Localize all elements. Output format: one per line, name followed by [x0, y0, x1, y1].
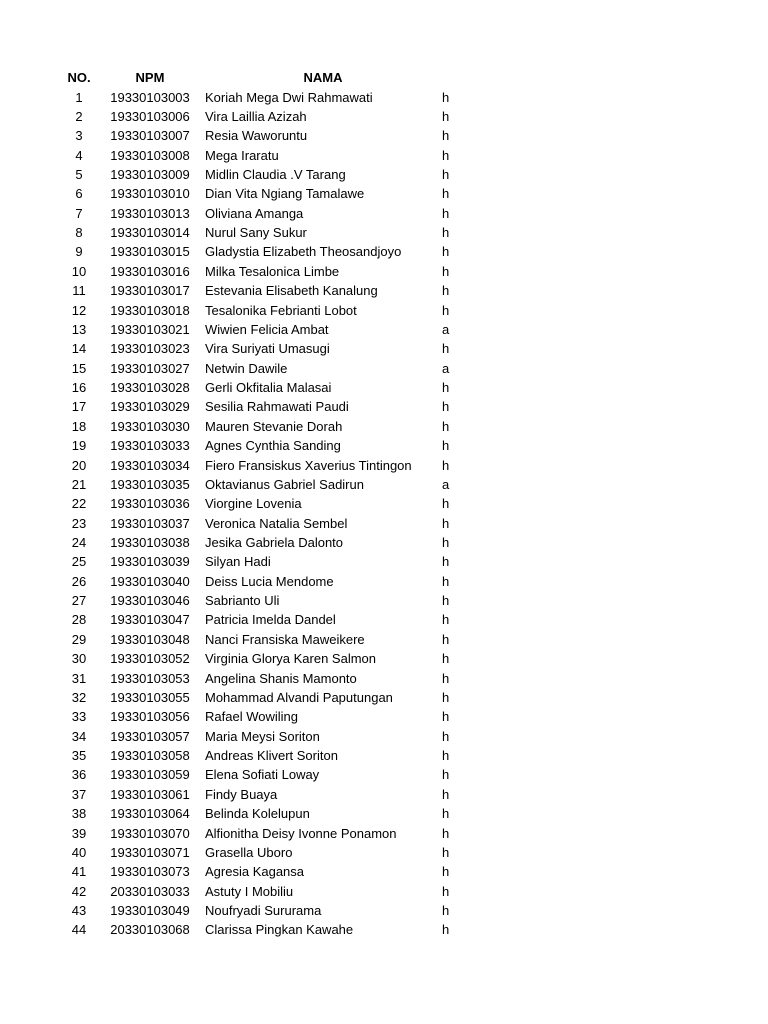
row-nama: Silyan Hadi	[205, 554, 271, 570]
table-row	[0, 262, 768, 281]
row-npm: 19330103010	[110, 186, 190, 202]
row-number: 25	[71, 554, 87, 570]
table-row	[0, 339, 768, 358]
row-number: 16	[71, 380, 87, 396]
row-npm: 20330103033	[110, 883, 190, 899]
table-row	[0, 204, 768, 223]
row-number: 26	[71, 573, 87, 589]
row-number: 40	[71, 844, 87, 860]
row-number: 44	[71, 922, 87, 938]
row-number: 41	[71, 864, 87, 880]
table-header	[0, 68, 768, 87]
row-attendance-mark: h	[442, 612, 450, 628]
table-row	[0, 552, 768, 571]
table-row	[0, 669, 768, 688]
row-npm: 19330103059	[110, 767, 190, 783]
table-row	[0, 242, 768, 261]
row-nama: Viorgine Lovenia	[205, 496, 302, 512]
row-attendance-mark: h	[442, 496, 450, 512]
row-npm: 19330103056	[110, 709, 190, 725]
row-nama: Nurul Sany Sukur	[205, 225, 307, 241]
row-attendance-mark: h	[442, 535, 450, 550]
row-nama: Sabrianto Uli	[205, 593, 280, 609]
row-attendance-mark: h	[442, 380, 450, 396]
row-number: 22	[71, 496, 87, 512]
row-attendance-mark: a	[442, 360, 450, 376]
row-nama: Maria Meysi Soriton	[205, 728, 320, 744]
row-npm: 19330103030	[110, 418, 190, 434]
row-number: 13	[71, 321, 87, 337]
row-nama: Astuty I Mobiliu	[205, 883, 294, 899]
row-nama: Netwin Dawile	[205, 360, 288, 376]
table-row	[0, 107, 768, 126]
row-npm: 19330103021	[110, 321, 190, 337]
table-row	[0, 436, 768, 455]
row-number: 29	[71, 631, 87, 647]
row-number: 14	[71, 341, 87, 357]
row-nama: Koriah Mega Dwi Rahmawati	[205, 89, 373, 105]
row-nama: Estevania Elisabeth Kanalung	[205, 283, 378, 299]
row-nama: Andreas Klivert Soriton	[205, 748, 338, 764]
row-nama: Midlin Claudia .V Tarang	[205, 166, 346, 182]
row-attendance-mark: h	[442, 651, 450, 667]
table-row	[0, 765, 768, 784]
row-nama: Rafael Wowiling	[205, 709, 298, 725]
row-number: 9	[75, 244, 83, 260]
table-row	[0, 184, 768, 203]
table-row	[0, 591, 768, 610]
row-npm: 19330103034	[110, 457, 190, 473]
row-attendance-mark: h	[442, 748, 450, 764]
row-nama: Oktavianus Gabriel Sadirun	[205, 476, 364, 492]
row-npm: 19330103029	[110, 399, 190, 415]
row-number: 33	[71, 709, 87, 725]
row-nama: Alfionitha Deisy Ivonne Ponamon	[205, 825, 397, 841]
table-row	[0, 301, 768, 320]
row-nama: Patricia Imelda Dandel	[205, 612, 336, 628]
row-attendance-mark: h	[442, 418, 450, 434]
row-attendance-mark: h	[442, 767, 450, 783]
row-number: 15	[71, 360, 87, 376]
table-row	[0, 804, 768, 823]
row-number: 1	[75, 89, 83, 105]
row-attendance-mark: h	[442, 283, 450, 299]
row-attendance-mark: h	[442, 786, 450, 802]
row-npm: 19330103064	[110, 806, 190, 822]
row-attendance-mark: h	[442, 186, 450, 202]
row-attendance-mark: h	[442, 225, 450, 241]
table-row	[0, 126, 768, 145]
row-number: 39	[71, 825, 87, 841]
row-nama: Vira Laillia Azizah	[205, 108, 307, 124]
row-number: 11	[72, 283, 86, 299]
row-attendance-mark: h	[442, 457, 450, 473]
row-nama: Deiss Lucia Mendome	[205, 573, 334, 589]
row-nama: Oliviana Amanga	[205, 205, 304, 221]
row-npm: 19330103058	[110, 748, 190, 764]
row-attendance-mark: h	[442, 670, 450, 686]
table-row	[0, 707, 768, 726]
row-nama: Clarissa Pingkan Kawahe	[205, 922, 354, 938]
row-nama: Tesalonika Febrianti Lobot	[205, 302, 357, 318]
table-row	[0, 88, 768, 107]
row-nama: Resia Waworuntu	[205, 128, 308, 144]
row-number: 12	[71, 302, 87, 318]
header-npm: NPM	[135, 70, 165, 85]
row-nama: Mega Iraratu	[205, 147, 279, 163]
row-nama: Sesilia Rahmawati Paudi	[205, 399, 349, 415]
table-row	[0, 378, 768, 397]
row-npm: 19330103057	[110, 728, 190, 744]
row-npm: 19330103070	[110, 825, 190, 841]
row-attendance-mark: h	[442, 593, 450, 609]
row-nama: Virginia Glorya Karen Salmon	[205, 651, 377, 667]
row-attendance-mark: h	[442, 922, 450, 938]
table-row	[0, 843, 768, 862]
row-number: 43	[71, 903, 87, 919]
row-number: 8	[75, 225, 83, 241]
row-attendance-mark: h	[442, 399, 450, 415]
row-nama: Jesika Gabriela Dalonto	[205, 535, 344, 550]
row-number: 3	[75, 128, 83, 144]
table-row	[0, 533, 768, 552]
table-row	[0, 494, 768, 513]
table-row	[0, 281, 768, 300]
row-number: 21	[71, 476, 87, 492]
row-npm: 19330103023	[110, 341, 190, 357]
row-number: 27	[71, 593, 87, 609]
row-number: 32	[71, 689, 87, 705]
row-number: 4	[75, 147, 83, 163]
row-attendance-mark: a	[442, 476, 450, 492]
row-nama: Nanci Fransiska Maweikere	[205, 631, 365, 647]
row-number: 19	[71, 438, 87, 454]
row-npm: 19330103009	[110, 166, 190, 182]
header-no: NO.	[67, 70, 91, 85]
row-number: 28	[71, 612, 87, 628]
row-npm: 20330103068	[110, 922, 190, 938]
row-nama: Gerli Okfitalia Malasai	[205, 380, 332, 396]
row-nama: Belinda Kolelupun	[205, 806, 310, 822]
row-npm: 19330103038	[110, 535, 190, 550]
table-row	[0, 417, 768, 436]
row-npm: 19330103048	[110, 631, 190, 647]
table-row	[0, 320, 768, 339]
row-number: 6	[75, 186, 83, 202]
row-attendance-mark: h	[442, 244, 450, 260]
row-attendance-mark: h	[442, 825, 450, 841]
row-attendance-mark: h	[442, 166, 450, 182]
row-npm: 19330103028	[110, 380, 190, 396]
row-attendance-mark: h	[442, 864, 450, 880]
row-npm: 19330103007	[110, 128, 190, 144]
row-attendance-mark: h	[442, 689, 450, 705]
row-attendance-mark: h	[442, 515, 450, 531]
row-npm: 19330103033	[110, 438, 190, 454]
row-attendance-mark: h	[442, 128, 450, 144]
row-npm: 19330103017	[110, 283, 190, 299]
table-row	[0, 359, 768, 378]
row-npm: 19330103073	[110, 864, 190, 880]
row-npm: 19330103018	[110, 302, 190, 318]
row-nama: Mohammad Alvandi Paputungan	[205, 689, 393, 705]
table-row	[0, 223, 768, 242]
table-row	[0, 649, 768, 668]
row-number: 31	[71, 670, 87, 686]
row-attendance-mark: h	[442, 903, 450, 919]
row-npm: 19330103039	[110, 554, 190, 570]
row-nama: Milka Tesalonica Limbe	[205, 263, 340, 279]
row-npm: 19330103061	[110, 786, 190, 802]
table-row	[0, 397, 768, 416]
row-npm: 19330103071	[110, 844, 190, 860]
row-attendance-mark: h	[442, 709, 450, 725]
table-row	[0, 456, 768, 475]
row-nama: Vira Suriyati Umasugi	[205, 341, 330, 357]
row-nama: Dian Vita Ngiang Tamalawe	[205, 186, 365, 202]
row-nama: Elena Sofiati Loway	[205, 767, 320, 783]
row-npm: 19330103053	[110, 670, 190, 686]
row-attendance-mark: h	[442, 438, 450, 454]
table-row	[0, 165, 768, 184]
table-row	[0, 727, 768, 746]
row-nama: Noufryadi Sururama	[205, 903, 322, 919]
row-number: 38	[71, 806, 87, 822]
row-nama: Veronica Natalia Sembel	[205, 515, 348, 531]
row-npm: 19330103006	[110, 108, 190, 124]
row-number: 7	[75, 205, 83, 221]
table-row	[0, 475, 768, 494]
table-row	[0, 785, 768, 804]
row-nama: Grasella Uboro	[205, 844, 293, 860]
row-npm: 19330103027	[110, 360, 190, 376]
row-npm: 19330103049	[110, 903, 190, 919]
row-npm: 19330103052	[110, 651, 190, 667]
row-number: 18	[71, 418, 87, 434]
row-attendance-mark: h	[442, 341, 450, 357]
row-npm: 19330103015	[110, 244, 190, 260]
row-attendance-mark: h	[442, 147, 450, 163]
row-nama: Angelina Shanis Mamonto	[205, 670, 357, 686]
row-number: 30	[71, 651, 87, 667]
row-npm: 19330103036	[110, 496, 190, 512]
row-number: 37	[71, 786, 87, 802]
table-row	[0, 572, 768, 591]
row-attendance-mark: h	[442, 302, 450, 318]
row-npm: 19330103040	[110, 573, 190, 589]
row-attendance-mark: h	[442, 554, 450, 570]
row-npm: 19330103016	[110, 263, 190, 279]
row-number: 42	[71, 883, 87, 899]
table-row	[0, 862, 768, 881]
row-number: 23	[71, 515, 87, 531]
table-row	[0, 630, 768, 649]
table-row	[0, 610, 768, 629]
row-attendance-mark: h	[442, 806, 450, 822]
row-npm: 19330103046	[110, 593, 190, 609]
row-number: 2	[75, 108, 83, 124]
row-attendance-mark: h	[442, 263, 450, 279]
row-attendance-mark: h	[442, 108, 450, 124]
row-attendance-mark: h	[442, 883, 450, 899]
table-row	[0, 688, 768, 707]
row-npm: 19330103055	[110, 689, 190, 705]
row-attendance-mark: h	[442, 728, 450, 744]
row-npm: 19330103037	[110, 515, 190, 531]
table-row	[0, 882, 768, 901]
row-nama: Agresia Kagansa	[205, 864, 305, 880]
row-npm: 19330103035	[110, 476, 190, 492]
row-number: 5	[75, 166, 83, 182]
table-row	[0, 920, 768, 939]
row-nama: Wiwien Felicia Ambat	[205, 321, 329, 337]
row-number: 17	[71, 399, 87, 415]
row-nama: Agnes Cynthia Sanding	[205, 438, 341, 454]
row-nama: Gladystia Elizabeth Theosandjoyo	[205, 244, 402, 260]
header-nama: NAMA	[303, 70, 343, 85]
table-row	[0, 824, 768, 843]
row-number: 10	[71, 263, 87, 279]
row-npm: 19330103013	[110, 205, 190, 221]
table-row	[0, 746, 768, 765]
row-npm: 19330103008	[110, 147, 190, 163]
row-attendance-mark: a	[442, 321, 450, 337]
row-attendance-mark: h	[442, 844, 450, 860]
row-npm: 19330103014	[110, 225, 190, 241]
row-attendance-mark: h	[442, 205, 450, 221]
row-nama: Mauren Stevanie Dorah	[205, 418, 343, 434]
row-attendance-mark: h	[442, 631, 450, 647]
table-row	[0, 146, 768, 165]
row-npm: 19330103047	[110, 612, 190, 628]
row-nama: Fiero Fransiskus Xaverius Tintingon	[205, 457, 412, 473]
row-number: 35	[71, 748, 87, 764]
row-nama: Findy Buaya	[205, 786, 278, 802]
row-npm: 19330103003	[110, 89, 190, 105]
row-number: 24	[71, 535, 87, 550]
row-number: 36	[71, 767, 87, 783]
table-row	[0, 514, 768, 533]
table-row	[0, 901, 768, 920]
row-number: 34	[71, 728, 87, 744]
row-attendance-mark: h	[442, 573, 450, 589]
row-attendance-mark: h	[442, 89, 450, 105]
row-number: 20	[71, 457, 87, 473]
